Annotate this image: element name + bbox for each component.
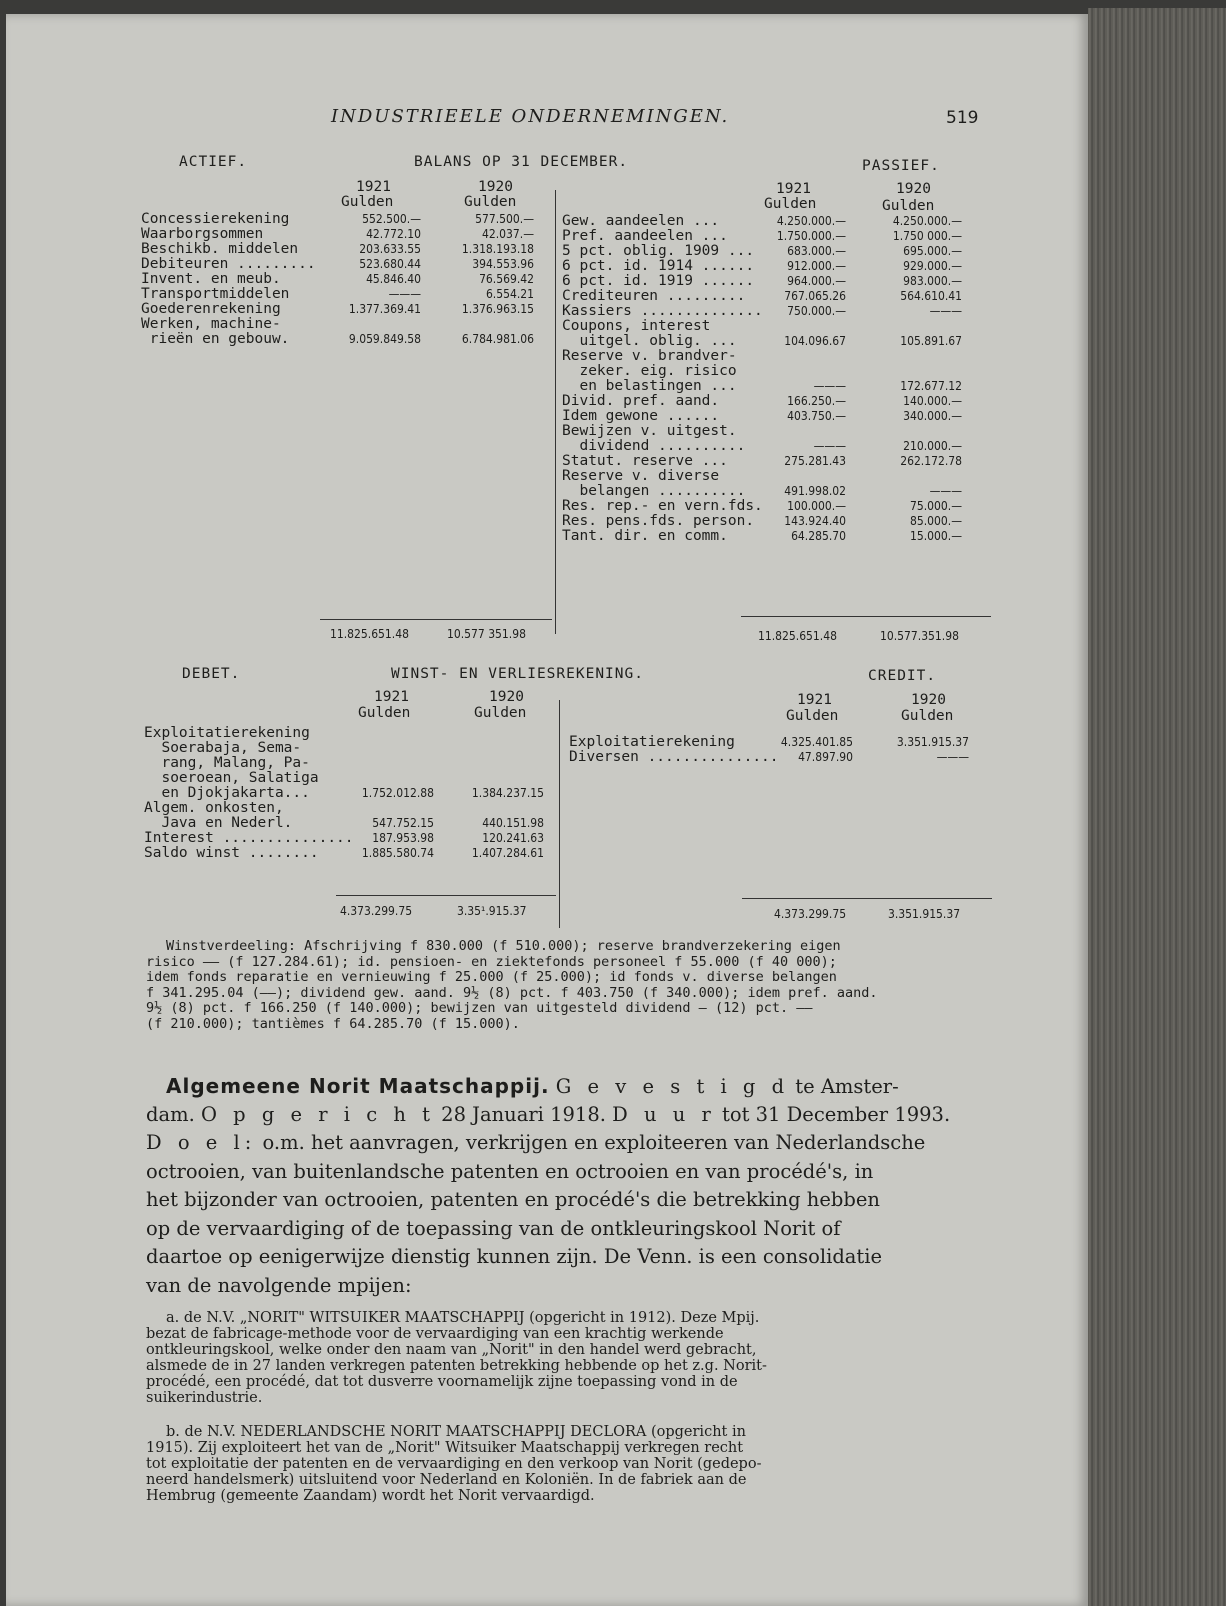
passief-label: dividend .......... bbox=[562, 438, 746, 454]
passief-1921-value: 275.281.43 bbox=[784, 454, 846, 468]
debet-1920-value: 1.384.237.15 bbox=[471, 786, 544, 800]
passief-year-1920: 1920 bbox=[896, 181, 931, 197]
passief-label: Res. rep.- en vern.fds. bbox=[562, 498, 763, 514]
debet-1921-value: 1.885.580.74 bbox=[361, 846, 434, 860]
debet-1921-value bbox=[334, 801, 434, 816]
debet-label: rang, Malang, Pa- bbox=[144, 755, 310, 771]
passief-1921-value: 491.998.02 bbox=[784, 484, 846, 498]
passief-1920-value: ——— bbox=[929, 304, 962, 318]
credit-label: Diversen ............... bbox=[569, 749, 779, 765]
passief-1920-value: 172.677.12 bbox=[900, 379, 962, 393]
passief-total-1921: 11.825.651.48 bbox=[758, 629, 837, 643]
passief-1920-value bbox=[862, 364, 962, 379]
actief-1921-value: 42.772.10 bbox=[366, 227, 421, 241]
company-name: Algemeene Norit Maatschappij. bbox=[166, 1074, 550, 1098]
actief-1921-value: 45.846.40 bbox=[366, 272, 421, 286]
credit-total-rule bbox=[742, 898, 992, 899]
winstverdeeling-line: (f 210.000); tantièmes f 64.285.70 (f 15.000). bbox=[146, 1015, 520, 1032]
passief-1921-value: 750.000.— bbox=[787, 304, 846, 318]
actief-1920-value: 577.500.— bbox=[475, 212, 534, 226]
debet-1920-value bbox=[444, 756, 544, 771]
company-field-label: G e v e s t i g d bbox=[555, 1075, 790, 1098]
passief-1921-value: 1.750.000.— bbox=[776, 229, 846, 243]
debet-year-1920: 1920 bbox=[489, 689, 524, 705]
debet-total-rule bbox=[336, 895, 556, 896]
passief-label: en belastingen ... bbox=[562, 378, 737, 394]
actief-1921-value: 552.500.— bbox=[362, 212, 421, 226]
debet-label: Interest ............... bbox=[144, 830, 354, 846]
passief-1920-value bbox=[862, 424, 962, 439]
company-line: op de vervaardiging of de toepassing van de ontkleuringskool Norit of bbox=[146, 1216, 841, 1240]
passief-label: uitgel. oblig. ... bbox=[562, 333, 737, 349]
passief-1920-value: 340.000.— bbox=[903, 409, 962, 423]
passief-1921-value: 767.065.26 bbox=[784, 289, 846, 303]
passief-label: 6 pct. id. 1914 ...... bbox=[562, 258, 755, 274]
credit-1920-values bbox=[869, 735, 969, 765]
passief-1921-value: 912.000.— bbox=[787, 259, 846, 273]
credit-total-1921: 4.373.299.75 bbox=[774, 907, 847, 921]
page-number: 519 bbox=[946, 108, 979, 128]
company-text: te Amster- bbox=[789, 1075, 899, 1098]
passief-year-1921: 1921 bbox=[776, 181, 811, 197]
winstverdeeling-line: f 341.295.04 (——); dividend gew. aand. 9½ (8) pct. f 403.750 (f 340.000); idem pref. aand. bbox=[146, 984, 878, 1001]
company-line: van de navolgende mpijen: bbox=[146, 1273, 412, 1297]
passief-label: Res. pens.fds. person. bbox=[562, 513, 755, 529]
passief-label: Reserve v. brandver- bbox=[562, 348, 737, 364]
passief-1921-value bbox=[752, 349, 846, 364]
debet-total-1921: 4.373.299.75 bbox=[340, 904, 413, 918]
paragraph-b bbox=[146, 1424, 996, 1504]
actief-label: Werken, machine- bbox=[141, 316, 281, 332]
debet-1921-values bbox=[334, 726, 434, 861]
actief-1921-value bbox=[321, 317, 421, 332]
paragraph-a-line: suikerindustrie. bbox=[146, 1390, 263, 1406]
passief-1921-value: 104.096.67 bbox=[784, 334, 846, 348]
paragraph-b-line: neerd handelsmerk) uitsluitend voor Nederland en Koloniën. In de fabriek aan de bbox=[146, 1472, 747, 1488]
debet-label: Exploitatierekening bbox=[144, 725, 310, 741]
passief-unit-1920: Gulden bbox=[882, 198, 935, 214]
actief-1920-value: 1.376.963.15 bbox=[461, 302, 534, 316]
company-line: octrooien, van buitenlandsche patenten en octrooien en van procédé's, in bbox=[146, 1159, 874, 1183]
passief-label: Tant. dir. en comm. bbox=[562, 528, 728, 544]
paragraph-b-line: b. de N.V. NEDERLANDSCHE NORIT MAATSCHAPPIJ DECLORA (opgericht in bbox=[166, 1424, 746, 1440]
company-field-label: O p g e r i c h t bbox=[201, 1102, 435, 1126]
debet-1920-value bbox=[444, 771, 544, 786]
passief-1920-value: 4.250.000.— bbox=[892, 214, 962, 228]
passief-1921-value: 403.750.— bbox=[787, 409, 846, 423]
pl-debet-heading: DEBET. bbox=[182, 666, 241, 682]
credit-1921-values bbox=[759, 735, 853, 765]
passief-label: zeker. eig. risico bbox=[562, 363, 737, 379]
running-head-title: INDUSTRIEELE ONDERNEMINGEN. bbox=[331, 106, 730, 127]
company-text: tot 31 December 1993. bbox=[715, 1102, 951, 1126]
debet-labels bbox=[144, 725, 354, 861]
company-text: dam. bbox=[146, 1102, 201, 1126]
debet-unit-1920: Gulden bbox=[474, 705, 527, 721]
balance-actief-heading: ACTIEF. bbox=[179, 154, 248, 170]
paragraph-a-line: a. de N.V. „NORIT" WITSUIKER MAATSCHAPPIJ (opgericht in 1912). Deze Mpij. bbox=[166, 1310, 760, 1326]
passief-1920-value: 983.000.— bbox=[903, 274, 962, 288]
pl-credit-heading: CREDIT. bbox=[868, 668, 937, 684]
debet-1920-value: 440.151.98 bbox=[482, 816, 544, 830]
actief-1920-value: 76.569.42 bbox=[479, 272, 534, 286]
company-line bbox=[146, 1101, 996, 1130]
debet-label: soeroean, Salatiga bbox=[144, 770, 319, 786]
passief-1921-value: 4.250.000.— bbox=[776, 214, 846, 228]
passief-1920-value: 85.000.— bbox=[910, 514, 962, 528]
actief-label: Invent. en meub. bbox=[141, 271, 281, 287]
passief-1920-value: 210.000.— bbox=[903, 439, 962, 453]
passief-label: Bewijzen v. uitgest. bbox=[562, 423, 737, 439]
actief-year-1921: 1921 bbox=[356, 179, 391, 195]
passief-1921-value bbox=[752, 319, 846, 334]
actief-1920-value: 6.784.981.06 bbox=[461, 332, 534, 346]
actief-1920-value: 42.037.— bbox=[482, 227, 534, 241]
credit-unit-1921: Gulden bbox=[786, 708, 839, 724]
actief-1920-value: 6.554.21 bbox=[485, 287, 534, 301]
passief-1921-value: ——— bbox=[813, 439, 846, 453]
balance-divider bbox=[555, 190, 556, 634]
debet-1921-value: 1.752.012.88 bbox=[361, 786, 434, 800]
passief-1920-value: 105.891.67 bbox=[900, 334, 962, 348]
credit-unit-1920: Gulden bbox=[901, 708, 954, 724]
actief-unit-1921: Gulden bbox=[341, 194, 394, 210]
debet-unit-1921: Gulden bbox=[358, 705, 411, 721]
passief-1920-values bbox=[862, 214, 962, 544]
paragraph-b-line: tot exploitatie der patenten en de vervaardiging en den verkoop van Norit (gedepo- bbox=[146, 1456, 762, 1472]
credit-table bbox=[569, 735, 989, 775]
credit-total-1920: 3.351.915.37 bbox=[888, 907, 961, 921]
passief-1920-value: 1.750 000.— bbox=[892, 229, 962, 243]
passief-1920-value bbox=[862, 349, 962, 364]
passief-label: Kassiers .............. bbox=[562, 303, 763, 319]
actief-year-1920: 1920 bbox=[478, 179, 513, 195]
actief-1921-values bbox=[321, 212, 421, 347]
debet-label: Saldo winst ........ bbox=[144, 845, 319, 861]
debet-1920-value bbox=[444, 801, 544, 816]
actief-1920-value: 394.553.96 bbox=[472, 257, 534, 271]
passief-1921-value: 143.924.40 bbox=[784, 514, 846, 528]
book-page bbox=[6, 14, 1088, 1606]
actief-label: Concessierekening bbox=[141, 211, 290, 227]
actief-label: Waarborgsommen bbox=[141, 226, 264, 242]
actief-1920-values bbox=[431, 212, 534, 347]
debet-1920-value: 1.407.284.61 bbox=[471, 846, 544, 860]
company-line: daartoe op eenigerwijze dienstig kunnen zijn. De Venn. is een consolidatie bbox=[146, 1245, 883, 1268]
passief-total-rule bbox=[741, 616, 991, 617]
passief-1921-values bbox=[752, 214, 846, 544]
passief-label: Statut. reserve ... bbox=[562, 453, 728, 469]
passief-total-1920: 10.577.351.98 bbox=[880, 629, 959, 643]
passief-1920-value: 140.000.— bbox=[903, 394, 962, 408]
passief-1920-value: ——— bbox=[929, 484, 962, 498]
company-field-label: D u u r bbox=[612, 1102, 716, 1126]
debet-1920-value bbox=[444, 741, 544, 756]
passief-label: 6 pct. id. 1919 ...... bbox=[562, 273, 755, 289]
passief-label: Coupons, interest bbox=[562, 318, 711, 334]
passief-1921-value: 64.285.70 bbox=[791, 529, 846, 543]
credit-1921-value: 4.325.401.85 bbox=[780, 735, 853, 749]
actief-total-rule bbox=[320, 619, 552, 620]
actief-1921-value: 523.680.44 bbox=[359, 257, 421, 271]
passief-1921-value: 683.000.— bbox=[787, 244, 846, 258]
passief-table bbox=[562, 214, 992, 554]
actief-1921-value: 1.377.369.41 bbox=[348, 302, 421, 316]
actief-1921-value: 203.633.55 bbox=[359, 242, 421, 256]
credit-1920-value: 3.351.915.37 bbox=[896, 735, 969, 749]
balance-passief-heading: PASSIEF. bbox=[862, 158, 940, 174]
actief-1921-value: ——— bbox=[388, 287, 421, 301]
winstverdeeling bbox=[146, 939, 996, 1032]
debet-1921-value bbox=[334, 771, 434, 786]
passief-1921-value: 964.000.— bbox=[787, 274, 846, 288]
actief-total-1920: 10.577 351.98 bbox=[447, 627, 526, 641]
passief-1920-value: 564.610.41 bbox=[900, 289, 962, 303]
debet-1921-value: 547.752.15 bbox=[372, 816, 434, 830]
passief-1921-value bbox=[752, 424, 846, 439]
actief-1921-value: 9.059.849.58 bbox=[348, 332, 421, 346]
winstverdeeling-line: Winstverdeeling: Afschrijving f 830.000 (f 510.000); reserve brandverzekering eigen bbox=[166, 938, 841, 954]
pl-divider bbox=[559, 700, 560, 928]
passief-1920-value: 15.000.— bbox=[910, 529, 962, 543]
actief-table bbox=[141, 212, 536, 392]
paragraph-a-line: procédé, een procédé, dat tot dusverre voornamelijk zijne toepassing vond in de bbox=[146, 1374, 738, 1390]
actief-label: Transportmiddelen bbox=[141, 286, 290, 302]
passief-unit-1921: Gulden bbox=[764, 196, 817, 212]
passief-1920-value: 75.000.— bbox=[910, 499, 962, 513]
passief-1921-value bbox=[752, 364, 846, 379]
passief-label: Divid. pref. aand. bbox=[562, 393, 720, 409]
debet-1920-value: 120.241.63 bbox=[482, 831, 544, 845]
passief-labels bbox=[562, 213, 763, 544]
debet-1920-values bbox=[444, 726, 544, 861]
credit-year-1921: 1921 bbox=[797, 692, 832, 708]
actief-label: Goederenrekening bbox=[141, 301, 281, 317]
debet-label: Algem. onkosten, bbox=[144, 800, 284, 816]
debet-1921-value bbox=[334, 756, 434, 771]
passief-1920-value: 262.172.78 bbox=[900, 454, 962, 468]
paragraph-a bbox=[146, 1310, 996, 1406]
actief-1920-value bbox=[431, 317, 534, 332]
passief-label: Gew. aandeelen ... bbox=[562, 213, 720, 229]
credit-1921-value: 47.897.90 bbox=[798, 750, 853, 764]
actief-label: rieën en gebouw. bbox=[141, 331, 290, 347]
company-line bbox=[146, 1129, 996, 1158]
passief-1920-value: 695.000.— bbox=[903, 244, 962, 258]
passief-1920-value: 929.000.— bbox=[903, 259, 962, 273]
passief-1920-value bbox=[862, 319, 962, 334]
balance-title: BALANS OP 31 DECEMBER. bbox=[414, 154, 629, 170]
debet-1921-value: 187.953.98 bbox=[372, 831, 434, 845]
paragraph-b-line: Hembrug (gemeente Zaandam) wordt het Norit vervaardigd. bbox=[146, 1488, 595, 1504]
debet-1921-value bbox=[334, 726, 434, 741]
actief-label: Beschikb. middelen bbox=[141, 241, 299, 257]
debet-1921-value bbox=[334, 741, 434, 756]
passief-1921-value bbox=[752, 469, 846, 484]
passief-label: 5 pct. oblig. 1909 ... bbox=[562, 243, 755, 259]
actief-1920-value: 1.318.193.18 bbox=[461, 242, 534, 256]
passief-label: belangen .......... bbox=[562, 483, 746, 499]
pl-title: WINST- EN VERLIESREKENING. bbox=[391, 666, 644, 682]
credit-1920-value: ——— bbox=[936, 750, 969, 764]
passief-1920-value bbox=[862, 469, 962, 484]
book-page-edges bbox=[1088, 8, 1226, 1606]
actief-unit-1920: Gulden bbox=[464, 194, 517, 210]
winstverdeeling-line: 9½ (8) pct. f 166.250 (f 140.000); bewijzen van uitgesteld dividend — (12) pct. —— bbox=[146, 1000, 813, 1016]
actief-total-1921: 11.825.651.48 bbox=[330, 627, 409, 641]
actief-labels bbox=[141, 212, 331, 347]
passief-label: Pref. aandeelen ... bbox=[562, 228, 728, 244]
passief-label: Idem gewone ...... bbox=[562, 408, 720, 424]
passief-1921-value: 100.000.— bbox=[787, 499, 846, 513]
credit-labels bbox=[569, 734, 779, 765]
debet-total-1920: 3.35¹.915.37 bbox=[457, 904, 527, 918]
credit-year-1920: 1920 bbox=[911, 692, 946, 708]
debet-label: Java en Nederl. bbox=[144, 815, 293, 831]
debet-year-1921: 1921 bbox=[374, 689, 409, 705]
debet-1920-value bbox=[444, 726, 544, 741]
company-entry bbox=[146, 1072, 996, 1300]
paragraph-a-line: ontkleuringskool, welke onder den naam van „Norit" in den handel werd gebracht, bbox=[146, 1342, 757, 1358]
credit-label: Exploitatierekening bbox=[569, 734, 735, 750]
passief-label: Crediteuren ......... bbox=[562, 288, 746, 304]
winstverdeeling-line: risico —— (f 127.284.61); id. pensioen- en ziektefonds personeel f 55.000 (f 40 000); bbox=[146, 953, 837, 970]
passief-1921-value: 166.250.— bbox=[787, 394, 846, 408]
passief-1921-value: ——— bbox=[813, 379, 846, 393]
debet-label: Soerabaja, Sema- bbox=[144, 740, 302, 756]
passief-label: Reserve v. diverse bbox=[562, 468, 720, 484]
actief-label: Debiteuren ......... bbox=[141, 256, 316, 272]
debet-table bbox=[144, 726, 554, 876]
company-text: o.m. het aanvragen, verkrijgen en exploiteeren van Nederlandsche bbox=[256, 1131, 926, 1154]
company-field-label: D o e l: bbox=[146, 1131, 257, 1154]
company-line bbox=[146, 1072, 996, 1101]
paragraph-a-line: alsmede de in 27 landen verkregen patenten betrekking hebbende op het z.g. Norit- bbox=[146, 1358, 767, 1374]
paragraph-b-line: 1915). Zij exploiteert het van de „Norit" Witsuiker Maatschappij verkregen recht bbox=[146, 1440, 744, 1456]
company-text: 28 Januari 1918. bbox=[434, 1102, 613, 1126]
company-line: het bijzonder van octrooien, patenten en procédé's die betrekking hebben bbox=[146, 1188, 880, 1211]
debet-label: en Djokjakarta... bbox=[144, 785, 310, 801]
paragraph-a-line: bezat de fabricage-methode voor de vervaardiging van een krachtig werkende bbox=[146, 1326, 724, 1342]
winstverdeeling-line: idem fonds reparatie en vernieuwing f 25.000 (f 25.000); id fonds v. diverse belangen bbox=[146, 969, 837, 985]
